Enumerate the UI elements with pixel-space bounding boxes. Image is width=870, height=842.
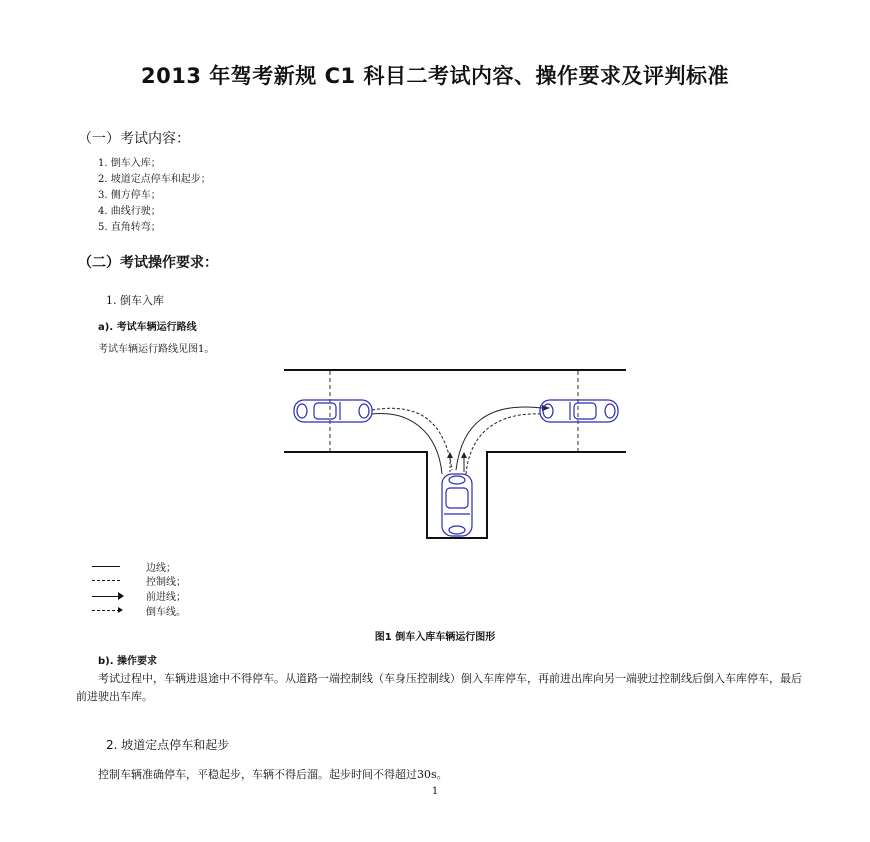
subsection-title-reverse-parking: 1. 倒车入库 (106, 294, 164, 307)
arrow-up-right (461, 452, 467, 458)
subsection-a-text: 考试车辆运行路线见图1。 (98, 344, 215, 355)
subsection-title-slope: 2. 坡道定点停车和起步 (106, 738, 230, 752)
page-title: 2013 年驾考新规 C1 科目二考试内容、操作要求及评判标准 (141, 64, 729, 88)
legend-label-reverse: 倒车线。 (146, 607, 186, 618)
legend-line-dashed-arrow (92, 610, 120, 611)
section-heading-content: （一）考试内容： (78, 131, 190, 147)
forward-path-left (372, 414, 442, 474)
road-bottom-edge-garage (284, 452, 626, 538)
legend-line-solid (92, 566, 120, 567)
section-heading-operation: （二）考试操作要求： (78, 255, 218, 271)
legend-line-dashed (92, 580, 120, 581)
car-garage (442, 474, 472, 536)
car-left (294, 400, 372, 422)
reverse-parking-diagram (280, 362, 630, 544)
list-item: 3. 侧方停车； (98, 190, 161, 201)
legend-arrow-head-small (118, 607, 123, 613)
figure-caption: 图1 倒车入库车辆运行图形 (374, 632, 496, 643)
list-item: 4. 曲线行驶； (98, 206, 161, 217)
list-item: 1. 倒车入库； (98, 158, 161, 169)
subsection-b-title: b). 操作要求 (98, 656, 158, 667)
page-number: 1 (431, 786, 439, 797)
legend-label-forward: 前进线； (146, 592, 186, 603)
legend-arrow-head (118, 592, 124, 600)
legend-label-edge: 边线； (146, 563, 176, 574)
car-right (540, 400, 618, 422)
list-item: 5. 直角转弯； (98, 222, 161, 233)
legend-line-arrow (92, 596, 120, 597)
subsection-slope-text: 控制车辆准确停车，平稳起步，车辆不得后溜。起步时间不得超过30s。 (98, 768, 448, 781)
subsection-b-text: 考试过程中，车辆进退途中不得停车。从道路一端控制线（车身压控制线）倒入车库停车，再前进出库向另一端驶过控制线后倒入车库停车，最后前进驶出车库。 (76, 672, 802, 703)
legend-label-control: 控制线； (146, 577, 186, 588)
forward-path-right (456, 407, 542, 470)
list-item: 2. 坡道定点停车和起步； (98, 174, 211, 185)
arrow-up-left (447, 452, 453, 458)
subsection-a-title: a). 考试车辆运行路线 (98, 322, 197, 333)
